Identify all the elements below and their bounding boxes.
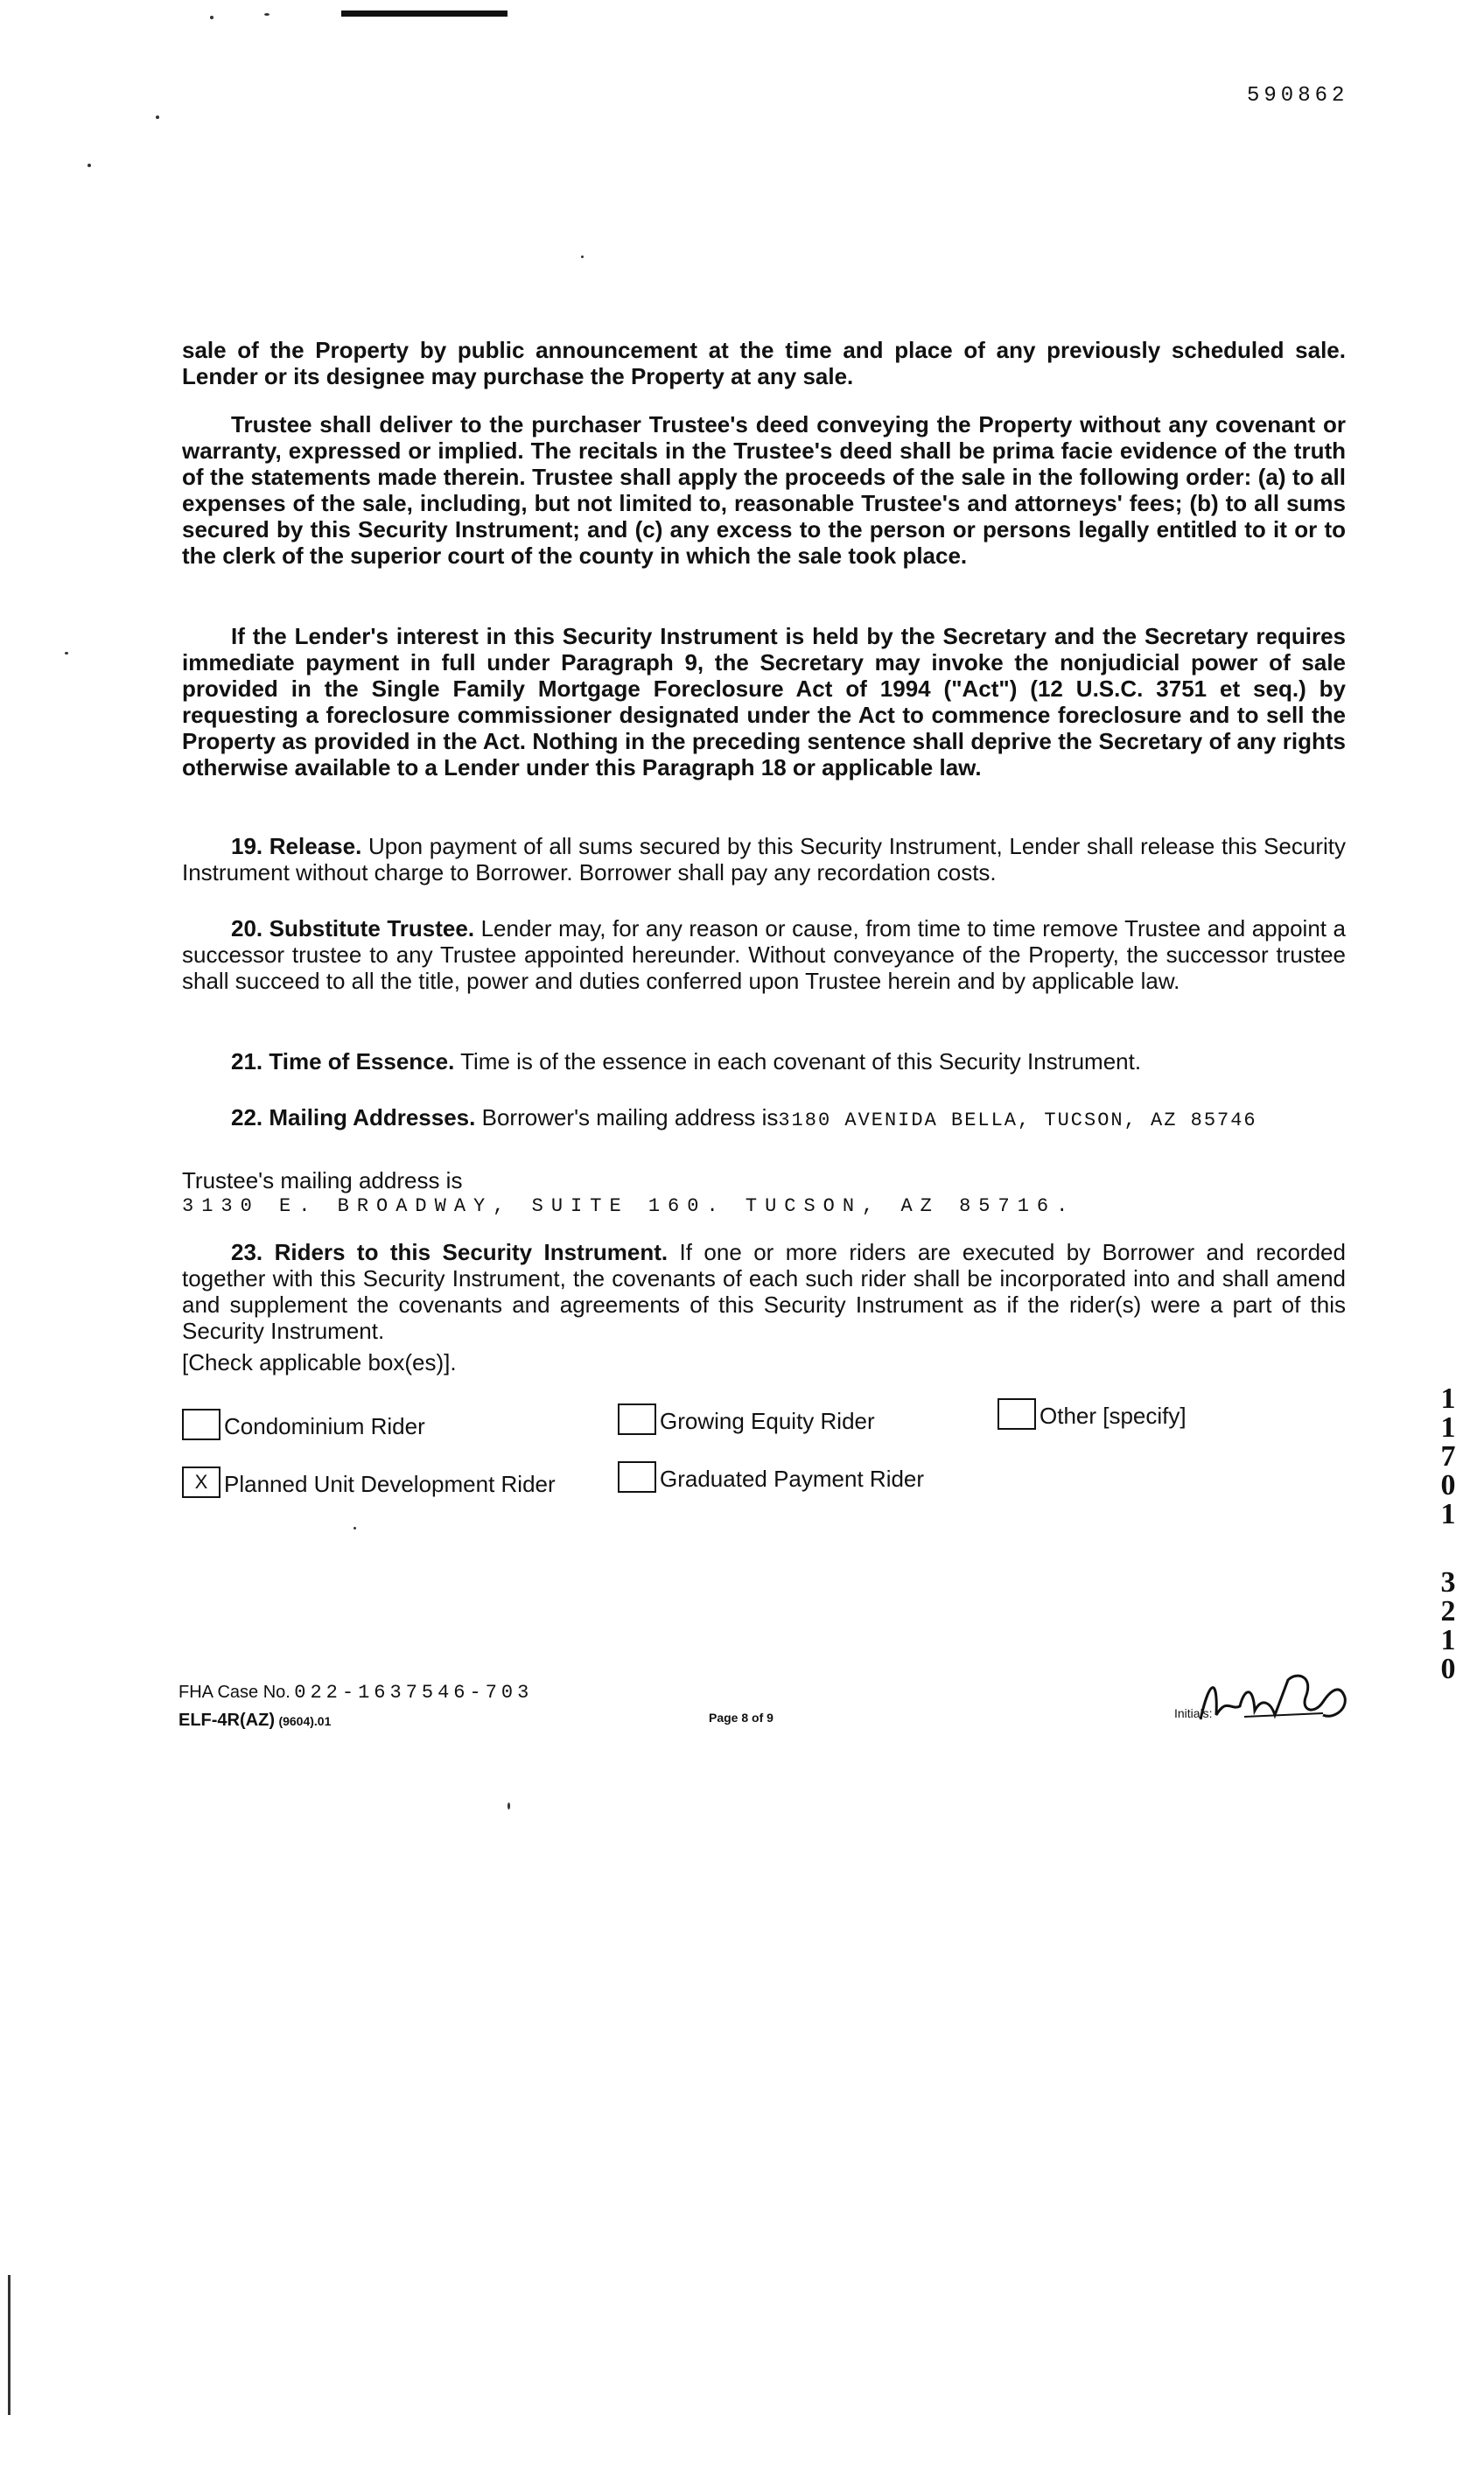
paragraph-sale-continuation: sale of the Property by public announcement at the time and place of any previously scheduled sale. Lender or its designee may purchase the Property at any sale. bbox=[182, 337, 1346, 389]
scan-speck bbox=[156, 116, 159, 119]
trustee-address-label: Trustee's mailing address is bbox=[182, 1167, 463, 1194]
initials-area bbox=[1174, 1662, 1367, 1732]
side-number-digit: 0 bbox=[1440, 1653, 1456, 1685]
fha-case-number: 022-1637546-703 bbox=[294, 1682, 534, 1704]
section-21-body: Time is of the essence in each covenant of this Security Instrument. bbox=[460, 1048, 1142, 1074]
initials-label: Initials: bbox=[1174, 1706, 1213, 1720]
section-19-heading: 19. Release. bbox=[231, 833, 362, 859]
section-22-heading: 22. Mailing Addresses. bbox=[231, 1104, 476, 1130]
section-20-substitute-trustee bbox=[182, 915, 1346, 994]
growing-equity-label: Growing Equity Rider bbox=[660, 1408, 875, 1434]
rider-planned-unit-development[interactable] bbox=[182, 1466, 556, 1498]
side-number-digit: 1 bbox=[1440, 1498, 1456, 1530]
other-checkbox[interactable] bbox=[998, 1398, 1036, 1430]
scan-speck bbox=[508, 1802, 510, 1810]
scan-speck bbox=[354, 1527, 356, 1530]
condominium-label: Condominium Rider bbox=[224, 1413, 425, 1439]
document-number: 590862 bbox=[1247, 84, 1349, 108]
fha-case-label: FHA Case No. bbox=[178, 1683, 290, 1702]
scan-speck bbox=[88, 164, 91, 167]
condominium-checkbox[interactable] bbox=[182, 1409, 220, 1440]
scan-speck bbox=[8, 2275, 10, 2415]
scan-artifact-bar bbox=[341, 10, 508, 17]
rider-graduated-payment[interactable] bbox=[618, 1461, 924, 1493]
side-number-digit: 1 bbox=[1440, 1624, 1456, 1656]
rider-other[interactable] bbox=[998, 1398, 1186, 1430]
form-id: ELF-4R(AZ) bbox=[178, 1711, 275, 1730]
rider-condominium[interactable] bbox=[182, 1409, 425, 1440]
section-23-riders bbox=[182, 1239, 1346, 1344]
fha-case bbox=[178, 1682, 533, 1704]
initials-signature bbox=[1192, 1662, 1367, 1732]
graduated-payment-checkbox[interactable] bbox=[618, 1461, 656, 1493]
side-number-digit: 1 bbox=[1440, 1382, 1456, 1415]
section-21-heading: 21. Time of Essence. bbox=[231, 1048, 455, 1074]
section-19-release bbox=[182, 833, 1346, 886]
scan-speck bbox=[65, 652, 68, 654]
section-23-check-instruction: [Check applicable box(es)]. bbox=[182, 1349, 457, 1376]
pud-checkbox[interactable]: X bbox=[182, 1466, 220, 1498]
section-20-heading: 20. Substitute Trustee. bbox=[231, 915, 475, 942]
section-20-body: Lender may, for any reason or cause, from time to time remove Trustee and appoint a successor trustee to any Trustee appointed hereunder. Without conveyance of the Property, the successor trustee shall succeed to all the title, power and duties conferred upon Trustee herein and by applicable law. bbox=[182, 915, 1347, 994]
graduated-payment-label: Graduated Payment Rider bbox=[660, 1466, 925, 1492]
pud-label: Planned Unit Development Rider bbox=[224, 1471, 556, 1497]
scan-speck bbox=[264, 13, 270, 16]
borrower-address: 3180 AVENIDA BELLA, TUCSON, AZ 85746 bbox=[778, 1110, 1257, 1131]
section-19-body: Upon payment of all sums secured by this Security Instrument, Lender shall release this Security Instrument without charge to Borrower. Borrower shall pay any recordation costs. bbox=[182, 833, 1347, 886]
paragraph-trustee-deed: Trustee shall deliver to the purchaser Trustee's deed conveying the Property without any covenant or warranty, expressed or implied. The recitals in the Trustee's deed shall be prima facie evidence of the truth of the statements made therein. Trustee shall apply the proceeds of the sale in the following order: (a) to all expenses of the sale, including, but not limited to, reasonable Trustee's and attorneys' fees; (b) to all sums secured by this Security Instrument; and (c) any excess to the person or persons legally entitled to it or to the clerk of the superior court of the county in which the sale took place. bbox=[182, 411, 1346, 569]
page-number: Page 8 of 9 bbox=[709, 1711, 774, 1725]
side-number-digit: 2 bbox=[1440, 1595, 1456, 1628]
form-id-line bbox=[178, 1711, 331, 1731]
other-label: Other [specify] bbox=[1040, 1403, 1186, 1429]
section-23-body: If one or more riders are executed by Borrower and recorded together with this Security Instrument, the covenants of each such rider shall be incorporated into and shall amend and supplement the covenants and agreements of this Security Instrument as if the rider(s) were a part of this Security Instrument. bbox=[182, 1239, 1346, 1344]
paragraph-secretary-foreclosure: If the Lender's interest in this Security Instrument is held by the Secretary and the Secretary requires immediate payment in full under Paragraph 9, the Secretary may invoke the nonjudicial power of sale provided in the Single Family Mortgage Foreclosure Act of 1994 ("Act") (12 U.S.C. 3751 et seq.) by requesting a foreclosure commissioner designated under the Act to commence foreclosure and to sell the Property as provided in the Act. Nothing in the preceding sentence shall deprive the Secretary of any rights otherwise available to a Lender under this Paragraph 18 or applicable law. bbox=[182, 623, 1346, 780]
growing-equity-checkbox[interactable] bbox=[618, 1404, 656, 1435]
section-21-time-of-essence bbox=[182, 1048, 1346, 1074]
form-version: (9604).01 bbox=[278, 1714, 332, 1728]
section-22-body: Borrower's mailing address is bbox=[481, 1104, 779, 1130]
side-number-digit: 1 bbox=[1440, 1411, 1456, 1444]
side-number-digit: 3 bbox=[1440, 1566, 1456, 1599]
side-number-digit: 7 bbox=[1440, 1440, 1456, 1473]
scan-speck bbox=[581, 256, 584, 258]
side-number-digit: 0 bbox=[1440, 1469, 1456, 1502]
scan-speck bbox=[210, 16, 214, 19]
section-22-mailing-addresses bbox=[182, 1104, 1346, 1134]
section-23-heading: 23. Riders to this Security Instrument. bbox=[231, 1239, 668, 1265]
rider-growing-equity[interactable] bbox=[618, 1404, 875, 1435]
trustee-address: 3130 E. BROADWAY, SUITE 160. TUCSON, AZ 85716. bbox=[182, 1195, 1076, 1217]
